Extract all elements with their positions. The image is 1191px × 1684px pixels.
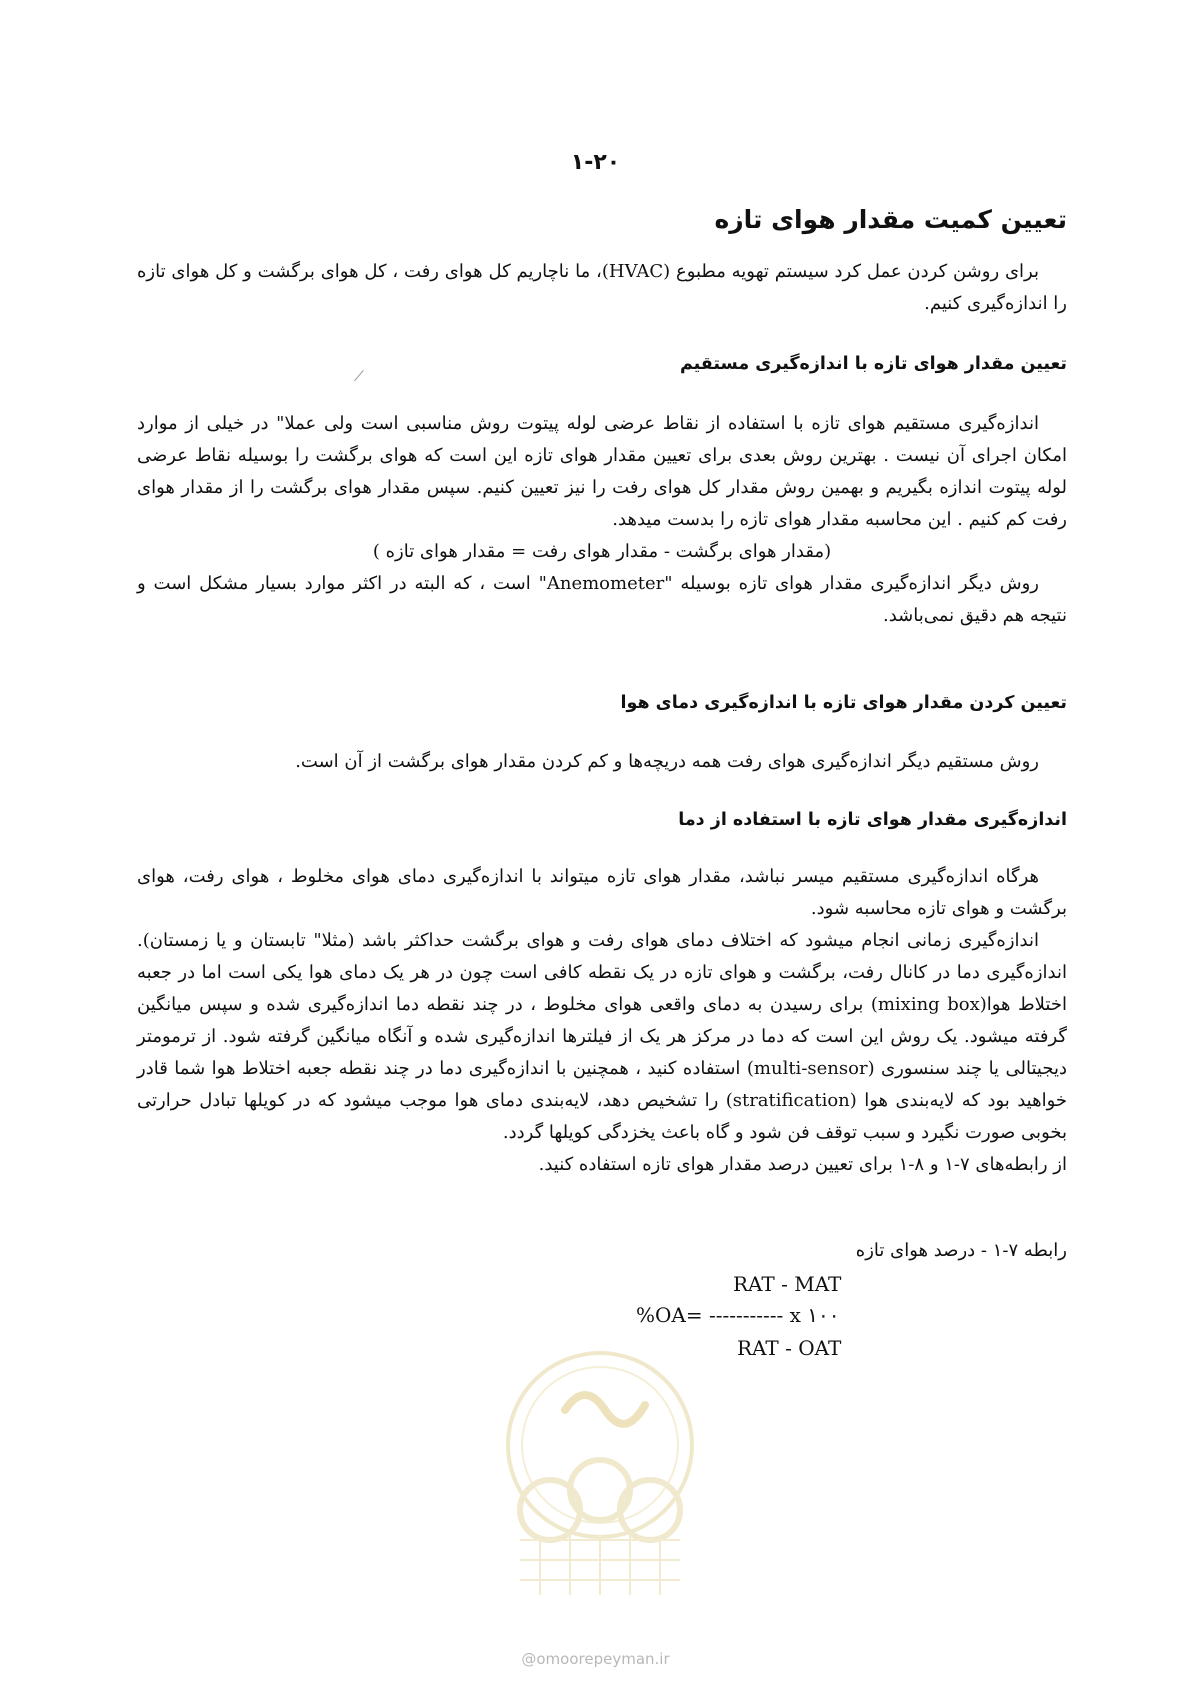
section3-paragraph1: هرگاه اندازه‌گیری مستقیم میسر نباشد، مقدار هوای تازه میتواند با اندازه‌گیری دمای هوای مخلوط ، هوای رفت، هوای برگشت و هوای تازه محاسبه شود.	[137, 866, 1067, 919]
formula-lhs: %OA=	[636, 1303, 703, 1327]
formula-denominator: RAT - OAT	[737, 1336, 842, 1360]
section1-paragraph2: روش دیگر اندازه‌گیری مقدار هوای تازه بوسیله "Anemometer" است ، که البته در اکثر موارد بسیار مشکل است و نتیجه هم دقیق نمی‌باشد.	[137, 573, 1067, 626]
formula-main-line	[636, 1303, 840, 1327]
page-number: ۱-۲۰	[570, 150, 621, 175]
section3-body	[137, 861, 1067, 1181]
watermark-site-text: @omoorepeyman.ir	[521, 1650, 670, 1668]
formula-rhs: x ۱۰۰	[789, 1303, 840, 1327]
section2-heading: تعیین کردن مقدار هوای تازه با اندازه‌گیری دمای هوا	[620, 693, 1067, 713]
formula-fraction-bar: -----------	[708, 1303, 784, 1327]
section2-paragraph: روش مستقیم دیگر اندازه‌گیری هوای رفت همه دریچه‌ها و کم کردن مقدار هوای برگشت از آن است.	[295, 751, 1039, 772]
formula-numerator: RAT - MAT	[733, 1272, 842, 1296]
section1-paragraph1: اندازه‌گیری مستقیم هوای تازه با استفاده از نقاط عرضی لوله پیتوت روش مناسبی است ولی عملا" در خیلی از موارد امکان اجرای آن نیست . بهترین روش بعدی برای تعیین مقدار هوای تازه این است که هوای برگشت را بوسیله نقاط عرضی لوله پیتوت اندازه بگیریم و بهمین روش مقدار کل هوای رفت را نیز تعیین کنیم. سپس مقدار هوای برگشت را از مقدار هوای رفت کم کنیم . این محاسبه مقدار هوای تازه را بدست میدهد.	[137, 413, 1067, 530]
section1-heading: تعیین مقدار هوای تازه با اندازه‌گیری مستقیم	[679, 354, 1067, 374]
publisher-logo-watermark	[480, 1340, 720, 1620]
section3-paragraph2: اندازه‌گیری زمانی انجام میشود که اختلاف دمای هوای رفت و هوای برگشت حداکثر باشد (مثلا" تابستان و یا زمستان). اندازه‌گیری دما در کانال رفت، برگشت و هوای تازه در یک نقطه کافی است چون در هر یک دمای هوا یکی است اما در جعبه اختلاط هوا(mixing box) برای رسیدن به دمای واقعی هوای مخلوط ، در چند نقطه دما اندازه‌گیری شده و سپس میانگین گرفته میشود. یک روش این است که دما در مرکز هر یک از فیلترها اندازه‌گیری شده و آنگاه میانگین گرفته شود. از ترمومتر دیجیتالی یا چند سنسوری (multi-sensor) استفاده کنید ، همچنین با اندازه‌گیری دما در چند نقطه جعبه اختلاط هوا شما قادر خواهید بود که لایه‌بندی هوا (stratification) را تشخیص دهد، لایه‌بندی دمای هوا موجب میشود که در کویلها تبادل حرارتی بخوبی صورت نگیرد و سبب توقف فن شود و گاه باعث یخزدگی کویلها گردد.	[137, 930, 1068, 1143]
section3-heading: اندازه‌گیری مقدار هوای تازه با استفاده از دما	[678, 810, 1067, 830]
section2-body	[137, 746, 1067, 778]
intro-text: برای روشن کردن عمل کرد سیستم تهویه مطبوع (HVAC)، ما ناچاریم کل هوای رفت ، کل هوای برگشت و کل هوای تازه را اندازه‌گیری کنیم.	[137, 261, 1067, 314]
formula-caption: رابطه ۷-۱ - درصد هوای تازه	[855, 1240, 1067, 1261]
section1-body	[137, 408, 1067, 632]
page-title: تعیین کمیت مقدار هوای تازه	[714, 205, 1067, 234]
section3-paragraph3: از رابطه‌های ۷-۱ و ۸-۱ برای تعیین درصد مقدار هوای تازه استفاده کنید.	[538, 1154, 1067, 1175]
intro-paragraph	[137, 256, 1067, 320]
section1-equation: (مقدار هوای برگشت - مقدار هوای رفت = مقدار هوای تازه )	[372, 541, 832, 562]
scan-mark	[354, 370, 364, 381]
